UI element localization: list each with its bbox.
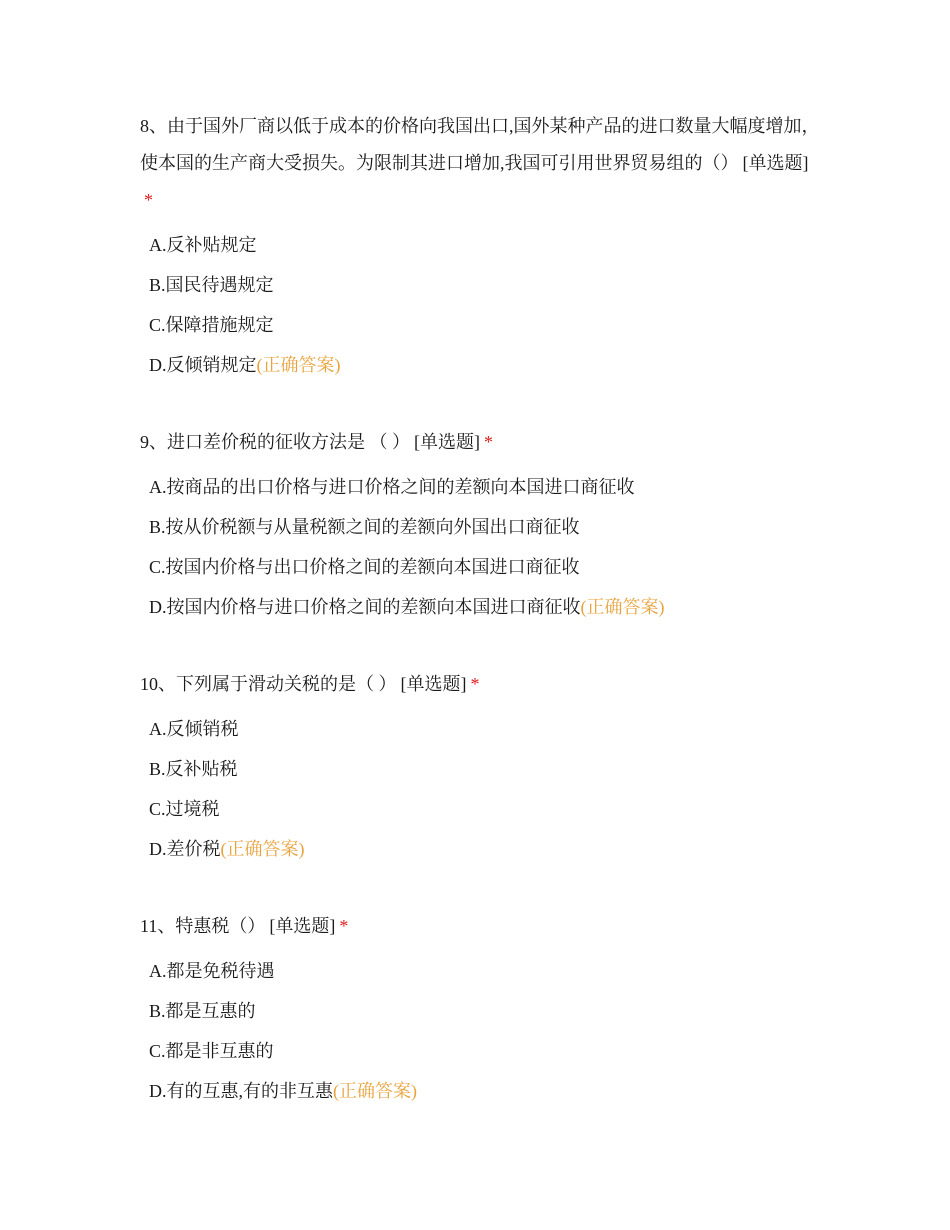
option-text: A.按商品的出口价格与进口价格之间的差额向本国进口商征收 — [149, 477, 635, 497]
option-d[interactable] — [140, 1071, 820, 1111]
question-text: 11、特惠税（） — [140, 916, 266, 936]
question-8 — [140, 108, 820, 385]
option-text: A.都是免税待遇 — [149, 961, 275, 981]
option-text: C.过境税 — [149, 799, 220, 819]
option-text: B.国民待遇规定 — [149, 275, 274, 295]
question-title — [140, 908, 820, 945]
correct-answer-label: (正确答案) — [580, 597, 665, 617]
question-text: 9、进口差价税的征收方法是 （ ） — [140, 432, 410, 452]
correct-answer-label: (正确答案) — [333, 1081, 417, 1101]
question-type-label: [单选题] — [269, 916, 336, 936]
required-mark: * — [470, 674, 480, 694]
question-text: 8、由于国外厂商以低于成本的价格向我国出口,国外某种产品的进口数量大幅度增加，使本国的生产商大受损失。为限制其进口增加,我国可引用世界贸易组的（） — [140, 116, 820, 173]
correct-answer-label: (正确答案) — [220, 839, 305, 859]
option-text: A.反倾销税 — [149, 719, 239, 739]
question-title — [140, 108, 820, 219]
option-d[interactable] — [140, 829, 820, 869]
question-text: 10、下列属于滑动关税的是（ ） — [140, 674, 397, 694]
option-c[interactable] — [140, 1031, 820, 1071]
option-b[interactable] — [140, 265, 820, 305]
option-text: D.反倾销规定 — [149, 355, 257, 375]
option-a[interactable] — [140, 951, 820, 991]
required-mark: * — [339, 916, 349, 936]
option-c[interactable] — [140, 789, 820, 829]
required-mark: * — [484, 432, 493, 452]
option-d[interactable] — [140, 587, 820, 627]
question-title — [140, 666, 820, 703]
option-b[interactable] — [140, 991, 820, 1031]
question-title — [140, 424, 820, 461]
option-text: B.都是互惠的 — [149, 1001, 256, 1021]
correct-answer-label: (正确答案) — [256, 355, 341, 375]
question-type-label: [单选题] — [400, 674, 467, 694]
option-text: C.保障措施规定 — [149, 315, 274, 335]
question-type-label: [单选题] — [742, 153, 809, 173]
question-10 — [140, 666, 820, 869]
option-c[interactable] — [140, 305, 820, 345]
required-mark: * — [144, 190, 153, 210]
option-text: A.反补贴规定 — [149, 235, 257, 255]
option-c[interactable] — [140, 547, 820, 587]
option-text: D.有的互惠,有的非互惠 — [149, 1081, 333, 1101]
question-9 — [140, 424, 820, 627]
option-list — [140, 951, 820, 1111]
option-a[interactable] — [140, 225, 820, 265]
option-d[interactable] — [140, 345, 820, 385]
option-text: B.按从价税额与从量税额之间的差额向外国出口商征收 — [149, 517, 580, 537]
option-a[interactable] — [140, 709, 820, 749]
option-text: D.差价税 — [149, 839, 221, 859]
option-text: C.都是非互惠的 — [149, 1041, 274, 1061]
option-list — [140, 225, 820, 385]
question-type-label: [单选题] — [414, 432, 480, 452]
option-a[interactable] — [140, 467, 820, 507]
option-b[interactable] — [140, 507, 820, 547]
option-text: D.按国内价格与进口价格之间的差额向本国进口商征收 — [149, 597, 581, 617]
option-b[interactable] — [140, 749, 820, 789]
option-list — [140, 467, 820, 627]
option-list — [140, 709, 820, 869]
option-text: C.按国内价格与出口价格之间的差额向本国进口商征收 — [149, 557, 580, 577]
option-text: B.反补贴税 — [149, 759, 238, 779]
question-11 — [140, 908, 820, 1111]
